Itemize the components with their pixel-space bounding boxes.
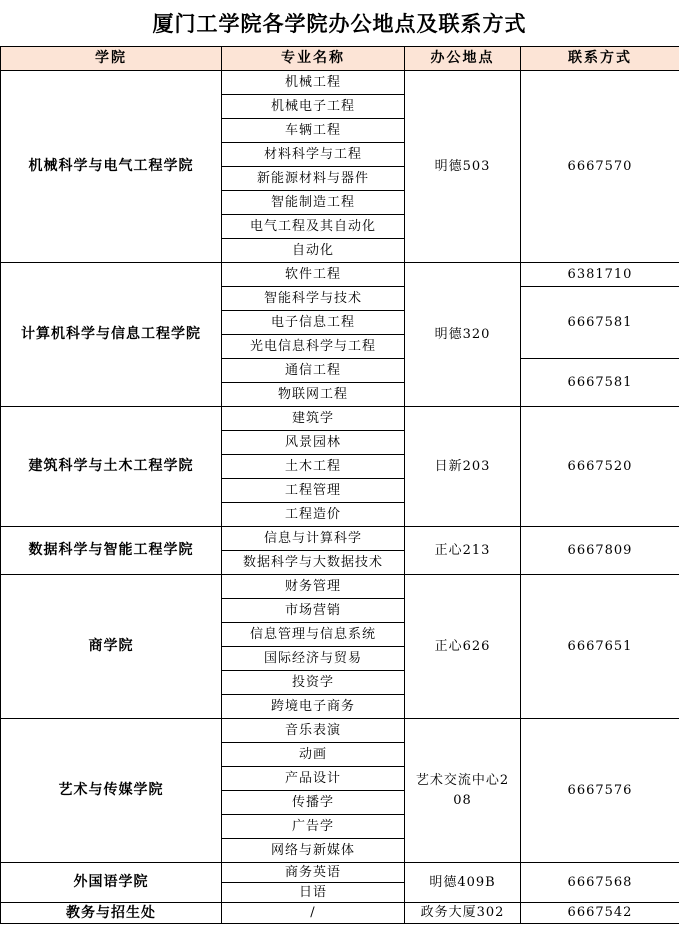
contact-cell: 6667576 xyxy=(521,719,679,863)
major-cell: 网络与新媒体 xyxy=(222,839,405,863)
header-contact: 联系方式 xyxy=(521,47,679,71)
office-cell: 政务大厦302 xyxy=(405,903,521,924)
major-cell: 智能科学与技术 xyxy=(222,287,405,311)
contact-cell: 6667581 xyxy=(521,359,679,407)
table-row xyxy=(1,71,679,95)
major-cell: 信息与计算科学 xyxy=(222,527,405,551)
contact-cell: 6381710 xyxy=(521,263,679,287)
college-name: 艺术与传媒学院 xyxy=(1,719,222,863)
contact-cell: 6667542 xyxy=(521,903,679,924)
office-text: 艺术交流中心208 xyxy=(415,773,510,808)
major-cell: 软件工程 xyxy=(222,263,405,287)
major-cell: 机械工程 xyxy=(222,71,405,95)
table-row xyxy=(1,575,679,599)
major-cell: 通信工程 xyxy=(222,359,405,383)
college-name: 外国语学院 xyxy=(1,863,222,903)
college-name: 商学院 xyxy=(1,575,222,719)
contact-cell: 6667651 xyxy=(521,575,679,719)
table-row xyxy=(1,263,679,287)
major-cell: 市场营销 xyxy=(222,599,405,623)
major-cell: 日语 xyxy=(222,883,405,903)
header-major: 专业名称 xyxy=(222,47,405,71)
major-cell: 机械电子工程 xyxy=(222,95,405,119)
table-row xyxy=(1,863,679,883)
major-cell: 跨境电子商务 xyxy=(222,695,405,719)
office-cell: 日新203 xyxy=(405,407,521,527)
major-cell: 物联网工程 xyxy=(222,383,405,407)
table-row xyxy=(1,527,679,551)
office-cell: 正心213 xyxy=(405,527,521,575)
major-cell: 材料科学与工程 xyxy=(222,143,405,167)
contact-cell: 6667809 xyxy=(521,527,679,575)
table-row xyxy=(1,903,679,924)
major-cell: 建筑学 xyxy=(222,407,405,431)
header-college: 学院 xyxy=(1,47,222,71)
major-cell: 财务管理 xyxy=(222,575,405,599)
major-cell: 电子信息工程 xyxy=(222,311,405,335)
major-cell: 工程造价 xyxy=(222,503,405,527)
office-cell: 正心626 xyxy=(405,575,521,719)
header-office: 办公地点 xyxy=(405,47,521,71)
major-cell: 音乐表演 xyxy=(222,719,405,743)
major-cell: 商务英语 xyxy=(222,863,405,883)
major-cell: 土木工程 xyxy=(222,455,405,479)
college-name: 数据科学与智能工程学院 xyxy=(1,527,222,575)
table-row xyxy=(1,719,679,743)
office-cell xyxy=(405,719,521,863)
major-cell: 自动化 xyxy=(222,239,405,263)
major-cell: 车辆工程 xyxy=(222,119,405,143)
office-cell: 明德503 xyxy=(405,71,521,263)
major-cell: 信息管理与信息系统 xyxy=(222,623,405,647)
college-name: 机械科学与电气工程学院 xyxy=(1,71,222,263)
contact-cell: 6667581 xyxy=(521,287,679,359)
table-row xyxy=(1,407,679,431)
major-cell: 广告学 xyxy=(222,815,405,839)
office-cell: 明德320 xyxy=(405,263,521,407)
office-cell: 明德409B xyxy=(405,863,521,903)
college-name: 教务与招生处 xyxy=(1,903,222,924)
page-title: 厦门工学院各学院办公地点及联系方式 xyxy=(0,0,679,47)
major-cell: 传播学 xyxy=(222,791,405,815)
contact-cell: 6667570 xyxy=(521,71,679,263)
contact-cell: 6667520 xyxy=(521,407,679,527)
contact-cell: 6667568 xyxy=(521,863,679,903)
major-cell: 投资学 xyxy=(222,671,405,695)
header-row xyxy=(1,47,679,71)
major-cell: 风景园林 xyxy=(222,431,405,455)
college-name: 计算机科学与信息工程学院 xyxy=(1,263,222,407)
college-name: 建筑科学与土木工程学院 xyxy=(1,407,222,527)
major-cell: 动画 xyxy=(222,743,405,767)
major-cell: 新能源材料与器件 xyxy=(222,167,405,191)
major-cell: 国际经济与贸易 xyxy=(222,647,405,671)
major-cell: 数据科学与大数据技术 xyxy=(222,551,405,575)
major-cell: 电气工程及其自动化 xyxy=(222,215,405,239)
major-cell: 工程管理 xyxy=(222,479,405,503)
major-cell: 光电信息科学与工程 xyxy=(222,335,405,359)
major-cell: 产品设计 xyxy=(222,767,405,791)
contact-table xyxy=(0,46,679,924)
major-cell: / xyxy=(222,903,405,924)
major-cell: 智能制造工程 xyxy=(222,191,405,215)
